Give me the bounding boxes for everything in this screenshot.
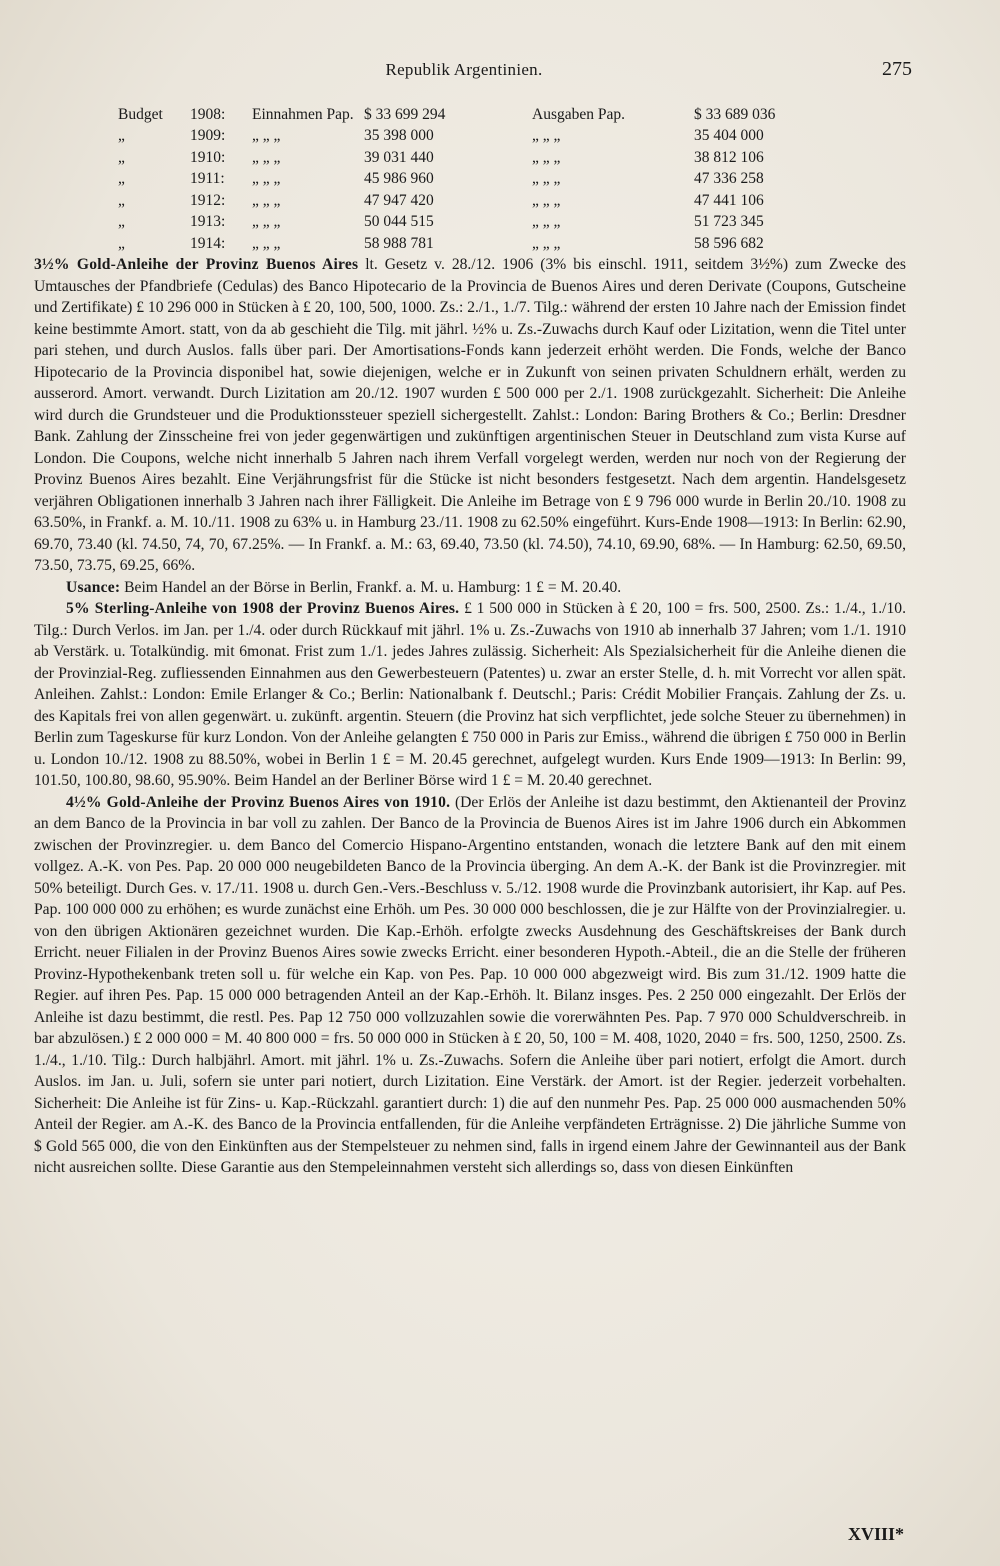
expense-value: 58 596 682 <box>694 234 764 252</box>
income-value: 39 031 440 <box>364 148 434 166</box>
income-value: 58 988 781 <box>364 234 434 252</box>
section-text: lt. Gesetz v. 28./12. 1906 (3% bis einschl. 1911, seitdem 3½%) zum Zwecke des Umtausches der Pfandbriefe (Cedulas) des Banco Hipotecario de la Provincia de Buenos Aires und deren Derivate (Coupons, Gutscheine und Zertifikate) £ 10 296 000 in Stücken à £ 20, 100, 500, 1000. Zs.: 2./1., 1./7. Tilg.: während der ersten 10 Jahre nach der Emission findet keine bestimmte Amort. statt, von da ab geschieht die Tilg. mit jährl. ½% u. Zs.-Zuwachs durch Kauf oder Lizitation, wenn die Titel unter pari stehen, und durch Auslos. falls über pari. Der Amortisations-Fonds kann jederzeit erhöht werden. Die Fonds, welche der Banco Hipotecario de la Provincia disponibel hat, sowie diejenigen, welche er in Zukunft von seinen privaten Schuldnern erhält, werden zu ausserord. Amort. verwandt. Durch Lizitation am 20./12. 1907 wurden £ 500 000 per 2./1. 1908 zurückgezahlt. Sicherheit: Die Anleihe wird durch die Grundsteuer und die Produktionssteuer speziell sichergestellt. Zahlst.: London: Baring Brothers & Co.; Berlin: Dresdner Bank. Zahlung der Zinsscheine frei von jeder gegenwärtigen und zukünftigen argentinischen Steuer in Deutschland zum vista Kurse auf London. Die Coupons, welche nicht innerhalb 5 Jahren nach ihrem Verfall vorgelegt werden, werden nur noch von der Regierung der Provinz Buenos Aires bezahlt. Eine Verjährungsfrist für die Stücke ist nicht besonders festgesetzt. Nach dem argentin. Handelsgesetz verjähren Obligationen innerhalb 3 Jahren nach ihrer Fälligkeit. Die Anleihe im Betrage von £ 9 796 000 wurde in Berlin 20./10. 1908 zu 63.50%, in Frankf. a. M. 10./11. 1908 zu 63% u. in Hamburg 23./11. 1908 zu 62.50% eingeführt. Kurs-Ende 1908—1913: In Berlin: 62.90, 69.70, 73.40 (kl. 74.50, 74, 70, 67.25%. — In Frankf. a. M.: 63, 69.40, 73.50 (kl. 74.50), 74.10, 69.90, 68%. — In Hamburg: 62.50, 69.50, 73.50, 73.75, 69.25, 66%. <box>34 256 907 574</box>
budget-label: „ <box>118 170 125 188</box>
expense-label: „ „ „ <box>532 234 561 252</box>
page-title: Republik Argentinien. <box>385 60 543 79</box>
budget-row <box>118 169 878 191</box>
section-heading: Usance: <box>66 578 121 596</box>
income-label: „ „ „ <box>252 170 281 188</box>
expense-value: $ 33 689 036 <box>694 105 776 123</box>
section-text: £ 1 500 000 in Stücken à £ 20, 100 = frs. 500, 2500. Zs.: 1./4., 1./10. Tilg.: Durch Verlos. im Jan. per 1./4. oder durch Rückkauf mit jährl. 1% u. Zs.-Zuwachs von 1910 ab innerhalb 37 Jahren; vom 1./1. 1910 ab Verstärk. u. Totalkündig. mit 6monat. Frist zum 1./1. jedes Jahres zulässig. Sicherheit: Als Spezialsicherheit für die Anleihe dienen die der Provinzial-Reg. zufliessenden Einnahmen aus den Gewerbesteuern (Patentes) u. zwar an erster Stelle, d. h. mit Vorrecht vor allen spät. Anleihen. Zahlst.: London: Emile Erlanger & Co.; Berlin: Nationalbank f. Deutschl.; Paris: Crédit Mobilier Français. Zahlung der Zs. u. des Kapitals frei von allen gegenwärt. u. zukünft. argentin. Steuern (die Provinz hat sich verpflichtet, jede solche Steuer zu übernehmen) in Berlin zum Tageskurse für kurz London. Von der Anleihe gelangten £ 750 000 in Paris zur Emiss., während die übrigen £ 750 000 in Berlin u. London 10./12. 1908 zu 88.50%, wobei in Berlin 1 £ = M. 20.45 gerechnet, aufgelegt wurden. Kurs Ende 1909—1913: In Berlin: 99, 101.50, 100.80, 98.60, 95.90%. Beim Handel an der Berliner Börse wird 1 £ = M. 20.40 gerechnet. <box>34 600 907 789</box>
income-value: 45 986 960 <box>364 170 434 188</box>
income-label: Einnahmen Pap. <box>252 105 354 123</box>
budget-row <box>118 104 878 126</box>
expense-value: 35 404 000 <box>694 127 764 145</box>
budget-row <box>118 190 878 212</box>
expense-label: „ „ „ <box>532 213 561 231</box>
section-heading: 5% Sterling-Anleihe von 1908 der Provinz Buenos Aires. <box>66 600 460 617</box>
income-value: 50 044 515 <box>364 213 434 231</box>
body-text <box>34 254 906 1179</box>
expense-label: „ „ „ <box>532 170 561 188</box>
expense-label: „ „ „ <box>532 148 561 166</box>
budget-year: 1911: <box>190 170 225 188</box>
budget-table <box>118 104 878 255</box>
budget-year: 1909: <box>190 127 226 145</box>
budget-label: Budget <box>118 105 163 123</box>
income-label: „ „ „ <box>252 148 281 166</box>
income-label: „ „ „ <box>252 191 281 209</box>
income-label: „ „ „ <box>252 213 281 231</box>
income-value: 47 947 420 <box>364 191 434 209</box>
sheet-signature: XVIII* <box>847 1524 904 1544</box>
expense-value: 51 723 345 <box>694 213 764 231</box>
budget-year: 1910: <box>190 148 226 166</box>
expense-value: 47 336 258 <box>694 170 764 188</box>
budget-year: 1914: <box>190 234 226 252</box>
budget-year: 1908: <box>190 105 226 123</box>
income-value: 35 398 000 <box>364 127 434 145</box>
section-text: Beim Handel an der Börse in Berlin, Frankf. a. M. u. Hamburg: 1 £ = M. 20.40. <box>120 578 622 596</box>
budget-label: „ <box>118 213 125 231</box>
section-heading: 3½% Gold-Anleihe der Provinz Buenos Aires <box>34 256 359 273</box>
running-head <box>0 56 1000 86</box>
expense-value: 38 812 106 <box>694 148 764 166</box>
budget-label: „ <box>118 191 125 209</box>
budget-row <box>118 212 878 234</box>
budget-year: 1912: <box>190 191 226 209</box>
expense-value: 47 441 106 <box>694 191 764 209</box>
income-value: $ 33 699 294 <box>364 105 446 123</box>
section-gold-loan-1910 <box>34 792 906 1179</box>
budget-row <box>118 233 878 255</box>
section-heading: 4½% Gold-Anleihe der Provinz Buenos Aires von 1910. <box>66 793 451 811</box>
page-number: 275 <box>882 58 912 80</box>
income-label: „ „ „ <box>252 234 281 252</box>
section-gold-loan-1906 <box>34 254 906 577</box>
expense-label: Ausgaben Pap. <box>532 105 625 123</box>
section-sterling-loan-1908 <box>34 598 906 792</box>
budget-label: „ <box>118 234 125 252</box>
budget-year: 1913: <box>190 213 226 231</box>
expense-label: „ „ „ <box>532 127 561 145</box>
budget-label: „ <box>118 127 125 145</box>
section-usance <box>34 577 906 599</box>
section-text: (Der Erlös der Anleihe ist dazu bestimmt, den Aktienanteil der Provinz an dem Banco de la Provincia in bar voll zu zahlen. Der Banco de la Provincia de Buenos Aires ist im Jahre 1906 durch ein Abkommen zwischen der Provinzregier. u. dem Banco del Comercio Hispano-Argentino entstanden, wonach die letztere Bank auf den mit einem vollgez. A.-K. von Pes. Pap. 20 000 000 neugebildeten Banco de la Provincia überging. An dem A.-K. der Bank ist die Provinzregier. mit 50% beteiligt. Durch Ges. v. 17./11. 1908 u. durch Gen.-Vers.-Beschluss v. 5./12. 1908 wurde die Provinzbank autorisiert, ihr Kap. auf Pes. Pap. 100 000 000 zu erhöhen; es wurde zunächst eine Erhöh. um Pes. 30 000 000 beschlossen, die je zur Hälfte von der Provinzialregier. u. von den übrigen Aktionären gezeichnet wurden. Die Kap.-Erhöh. erfolgte zwecks Ausdehnung des Geschäftskreises der Bank durch Erricht. neuer Filialen in der Provinz Buenos Aires sowie zwecks Erricht. einer besonderen Hypoth.-Abteil., die an die Stelle der früheren Provinz-Hypothekenbank treten soll u. für welche ein Kap. von Pes. Pap. 10 000 000 abgezweigt wird. Bis zum 31./12. 1909 hatte die Regier. auf ihren Pes. Pap. 15 000 000 betragenden Anteil an der Kap.-Erhöh. lt. Bilanz insges. Pes. 2 250 000 eingezahlt. Der Erlös der Anleihe ist dazu bestimmt, die restl. Pes. Pap 12 750 000 vollzuzahlen sowie die vorerwähnten Pes. Pap. 7 970 000 Schuldverschreib. in bar abzulösen.) £ 2 000 000 = M. 40 800 000 = frs. 50 000 000 in Stücken à £ 20, 50, 100 = M. 408, 1020, 2040 = frs. 500, 1250, 2500. Zs. 1./4., 1./10. Tilg.: Durch halbjährl. Amort. mit jährl. 1% u. Zs.-Zuwachs. Sofern die Anleihe über pari notiert, erfolgt die Amort. durch Auslos. im Jan. u. Juli, sofern sie unter pari notiert, durch Lizitation. Eine Verstärk. der Amort. ist der Regier. jederzeit vorbehalten. Sicherheit: Die Anleihe ist für Zins- u. Kap.-Rückzahl. garantiert durch: 1) die auf den nunmehr Pes. Pap. 25 000 000 ausmachenden 50% Anteil der Regier. am A.-K. des Banco de la Provincia entfallenden, für die Anleihe verpfändeten Erträgnisse. 2) Die jährliche Summe von $ Gold 565 000, die von den Einkünften aus der Stempelsteuer zu nehmen sind, falls in irgend einem Jahre der Gewinnanteil aus der Bank nicht ausreichen sollte. Diese Garantie aus den Stempeleinnahmen versteht sich allerdings so, dass von diesen Einkünften <box>34 793 906 1176</box>
budget-label: „ <box>118 148 125 166</box>
budget-row <box>118 147 878 169</box>
income-label: „ „ „ <box>252 127 281 145</box>
budget-row <box>118 126 878 148</box>
expense-label: „ „ „ <box>532 191 561 209</box>
